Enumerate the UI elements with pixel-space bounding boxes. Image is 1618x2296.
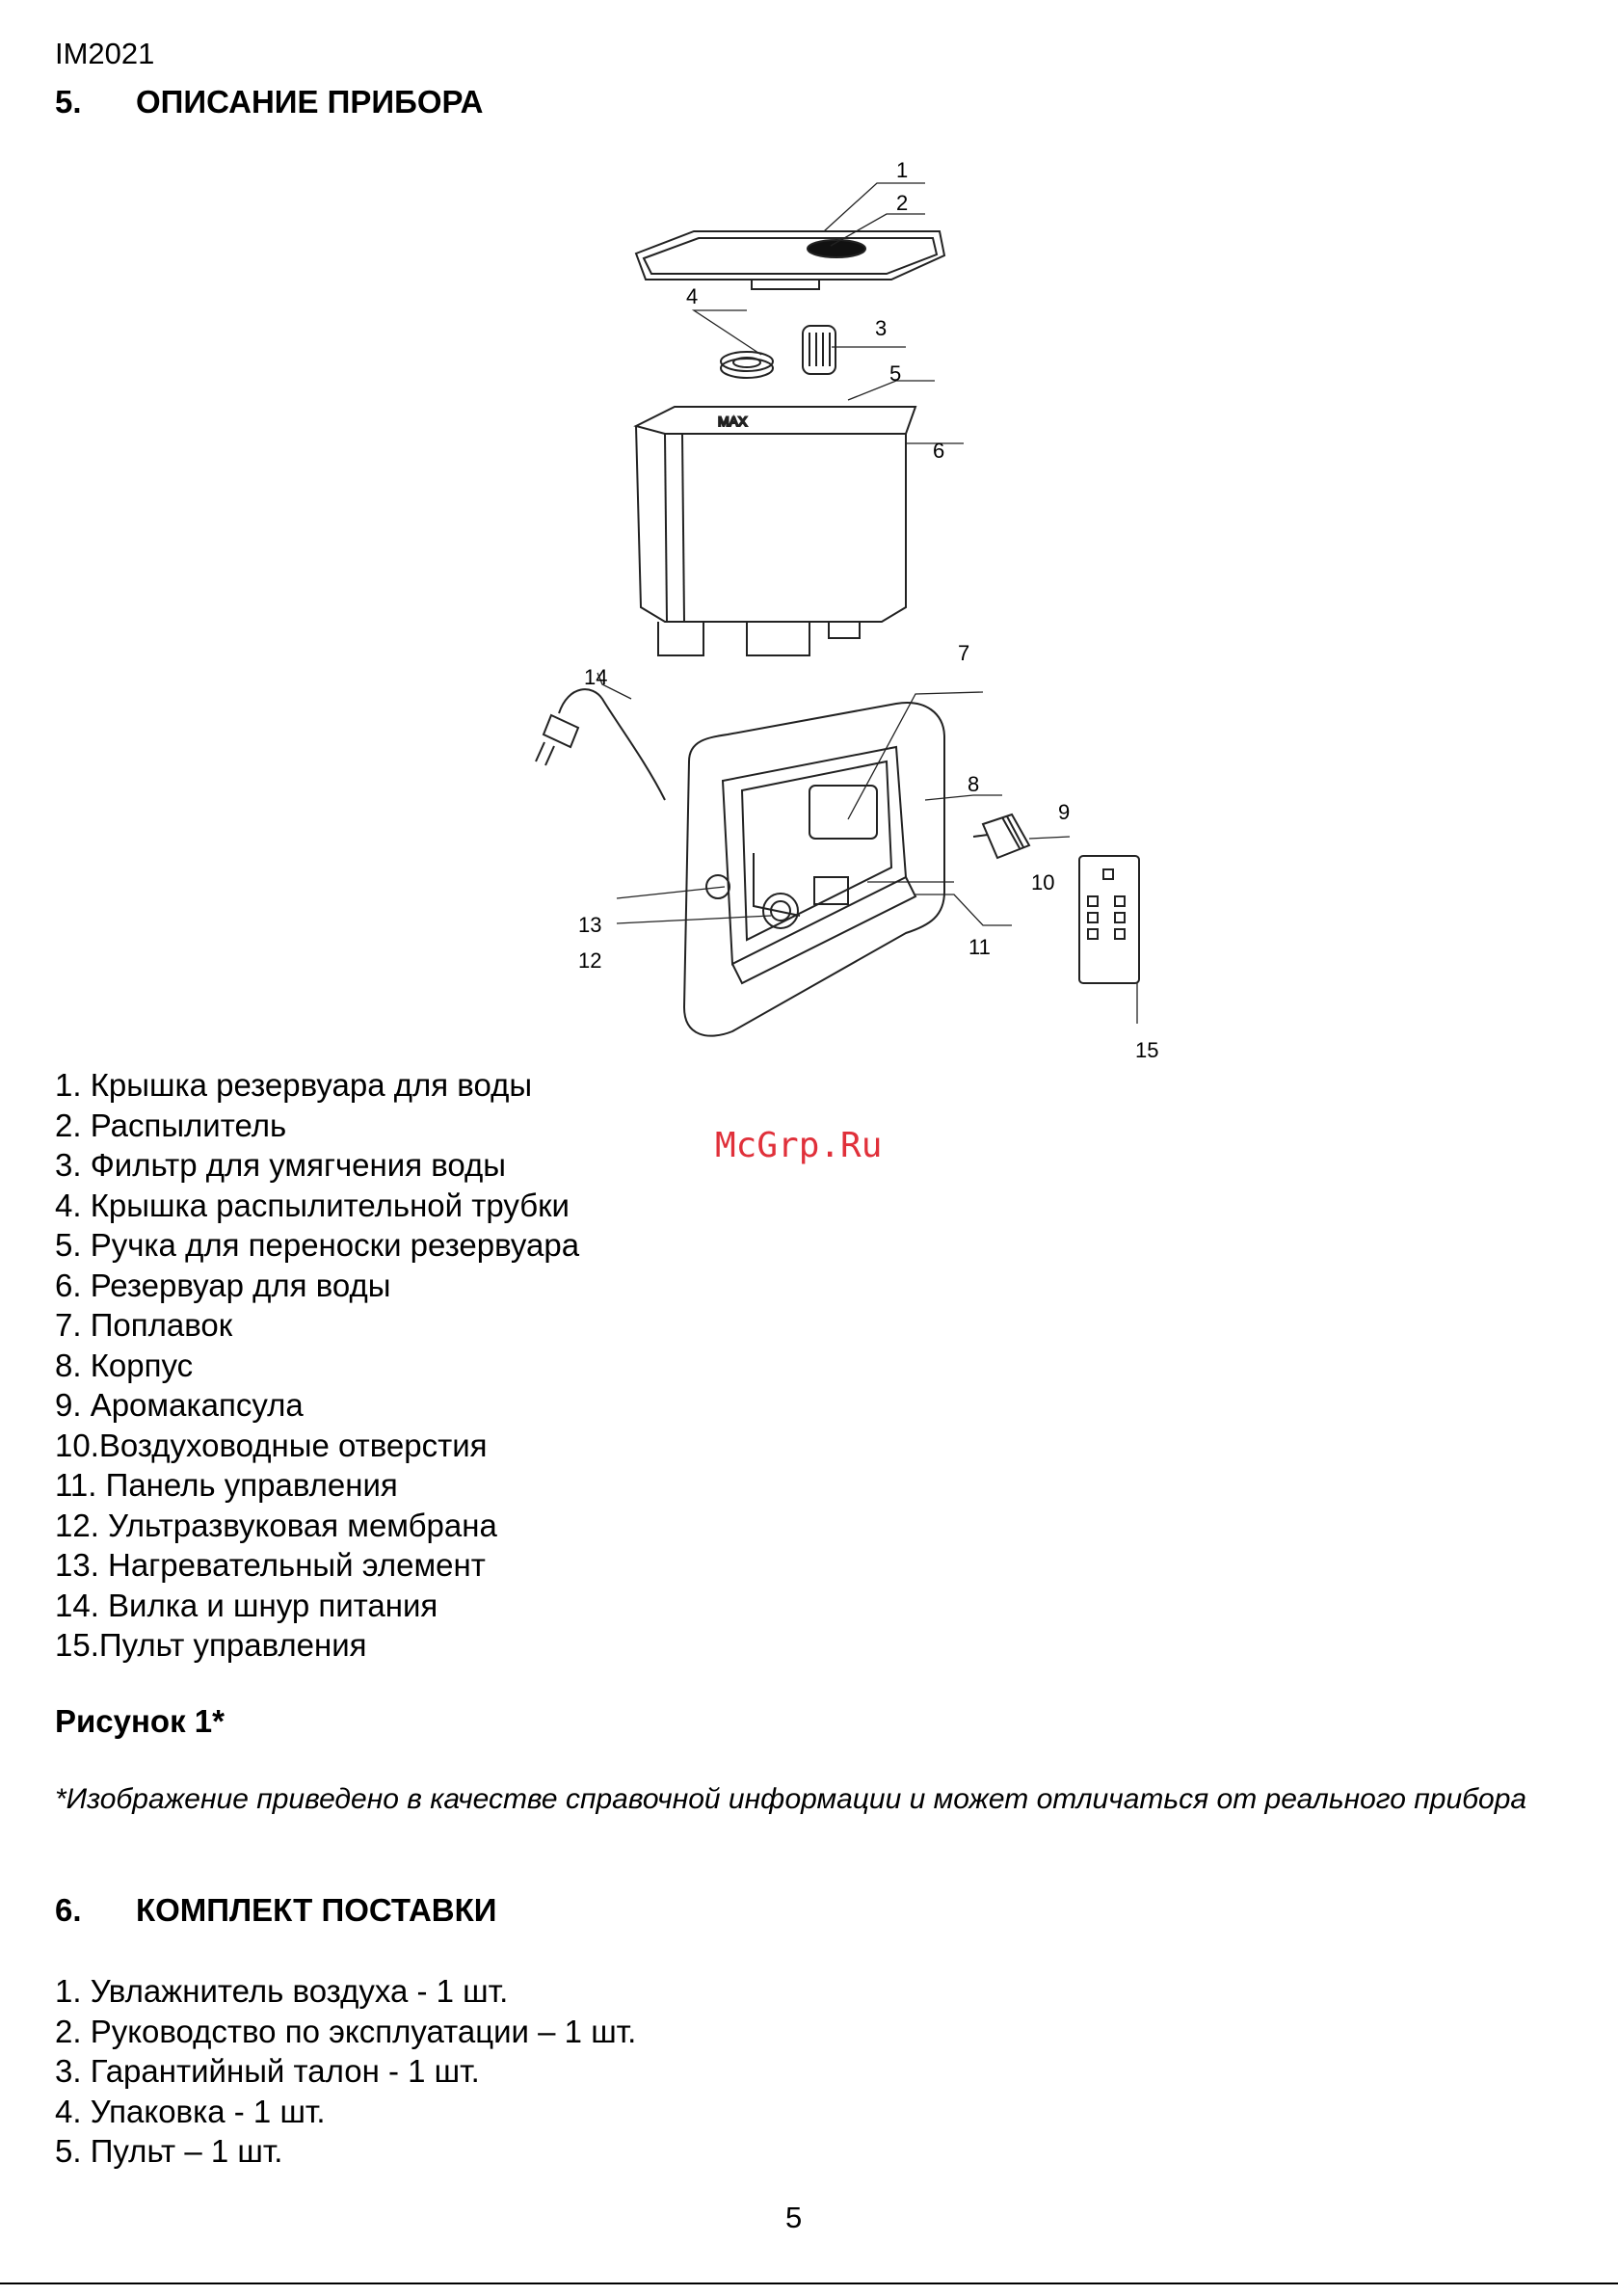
callout-2: 2 [896, 191, 909, 215]
parts-list-item: 13. Нагревательный элемент [55, 1547, 486, 1583]
kit-list-item: 2. Руководство по эксплуатации – 1 шт. [55, 2013, 637, 2049]
water-reservoir-drawing [636, 407, 915, 655]
parts-list-item: 2. Распылитель [55, 1107, 287, 1143]
section-number: 6. [55, 1892, 82, 1928]
parts-list [55, 1065, 579, 1666]
reservoir-lid-drawing [636, 231, 944, 289]
figure-caption: Рисунок 1* [55, 1703, 225, 1739]
section-number: 5. [55, 84, 82, 120]
parts-list-item: 12. Ультразвуковая мембрана [55, 1507, 497, 1543]
housing-drawing [684, 703, 944, 1036]
power-cord-drawing [536, 689, 665, 800]
parts-list-item: 7. Поплавок [55, 1307, 233, 1343]
parts-list-item: 15.Пульт управления [55, 1627, 367, 1663]
parts-list-item: 9. Аромакапсула [55, 1387, 304, 1423]
parts-list-item: 4. Крышка распылительной трубки [55, 1187, 570, 1223]
aroma-capsule-drawing [973, 814, 1029, 858]
callout-3: 3 [875, 316, 888, 340]
callout-5: 5 [889, 361, 902, 386]
callout-14: 14 [584, 665, 608, 689]
parts-list-item: 14. Вилка и шнур питания [55, 1587, 438, 1623]
callout-12: 12 [578, 948, 602, 973]
parts-list-item: 10.Воздуховодные отверстия [55, 1427, 488, 1463]
tube-cap-drawing [721, 352, 773, 378]
callout-11: 11 [968, 935, 991, 959]
parts-list-item: 5. Ручка для переноски резервуара [55, 1227, 580, 1263]
kit-list-item: 1. Увлажнитель воздуха - 1 шт. [55, 1973, 509, 2009]
parts-list-item: 3. Фильтр для умягчения воды [55, 1147, 506, 1183]
callout-10: 10 [1031, 870, 1055, 894]
callout-9: 9 [1058, 800, 1071, 824]
kit-list-item: 5. Пульт – 1 шт. [55, 2133, 283, 2169]
callout-4: 4 [686, 284, 699, 308]
kit-list-item: 4. Упаковка - 1 шт. [55, 2093, 326, 2129]
parts-list-item: 11. Панель управления [55, 1467, 398, 1503]
callout-15: 15 [1135, 1038, 1159, 1062]
callout-7: 7 [958, 641, 970, 665]
parts-list-item: 1. Крышка резервуара для воды [55, 1067, 533, 1103]
model-code: IM2021 [55, 37, 155, 70]
section-heading-kit [55, 1892, 496, 1929]
callout-13: 13 [578, 913, 602, 937]
parts-list-item: 6. Резервуар для воды [55, 1267, 391, 1303]
section-title: ОПИСАНИЕ ПРИБОРА [136, 84, 484, 120]
kit-list-item: 3. Гарантийный талон - 1 шт. [55, 2053, 480, 2089]
softening-filter-drawing [803, 326, 836, 374]
section-title: КОМПЛЕКТ ПОСТАВКИ [136, 1892, 497, 1928]
kit-list [55, 1971, 636, 2172]
bottom-divider [0, 2283, 1618, 2284]
watermark: McGrp.Ru [715, 1126, 883, 1165]
page-number: 5 [785, 2201, 803, 2234]
callout-6: 6 [933, 439, 945, 463]
section-heading-description [55, 84, 483, 120]
callout-8: 8 [968, 772, 980, 796]
max-mark: MAX [718, 414, 748, 429]
parts-list-item: 8. Корпус [55, 1347, 194, 1383]
remote-control-drawing [1079, 856, 1139, 983]
disclaimer-note: *Изображение приведено в качестве справочной информации и может отличаться от реального прибора [55, 1783, 1527, 1815]
exploded-diagram [501, 145, 1159, 1070]
leader-lines [597, 183, 1137, 1024]
callout-1: 1 [896, 158, 909, 182]
